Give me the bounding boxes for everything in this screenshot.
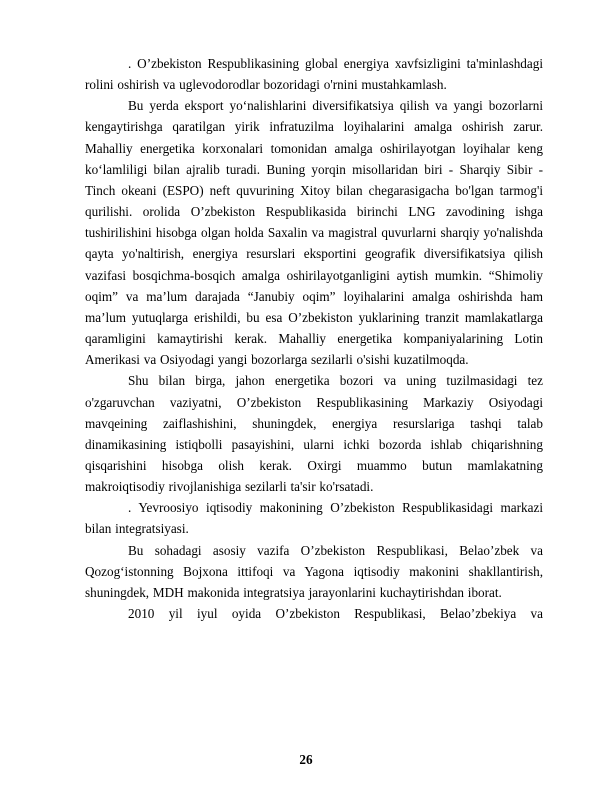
page-number: 26: [299, 752, 313, 767]
paragraph-2010-continuation: 2010 yil iyul oyida O’zbekiston Respublikasi, Belao’zbekiya va: [128, 606, 543, 622]
paragraph-customs-union: Bu sohadagi asosiy vazifa O’zbekiston Respublikasi, Belao’zbek va Qozog‘istonning Bojxona ittifoqi va Yagona iqtisodiy makonini shakllantirish, shuningdek, MDH makonida integratsiya jarayonlarini kuchaytirishdan iborat.: [85, 542, 543, 600]
paragraph-market-situation: Shu bilan birga, jahon energetika bozori va uning tuzilmasidagi tez o'zgaruvchan vaziyatni, O’zbekiston Respublikasining Markaziy Osiyodagi mavqeining zaiflashishini, shuningdek, energiya resurslariga tashqi talab dinamikasining istiqbolli pasayishini, ularni ichki bozorda ishlab chiqarishning qisqarishini hisobga olish kerak. Oxirgi muammo butun mamlakatning makroiqtisodiy rivojlanishiga sezilarli ta'sir ko'rsatadi.: [85, 373, 543, 495]
paragraph-export-diversification: Bu yerda eksport yo‘nalishlarini diversifikatsiya qilish va yangi bozorlarni kengaytirishga qaratilgan yirik infratuzilma loyihalarini amalga oshirish zarur. Mahalliy energetika korxonalari tomonidan amalga oshirilayotgan loyihalar keng ko‘lamliligi bilan ajralib turadi. Buning yorqin misollaridan biri - Sharqiy Sibir - Tinch okeani (ESPO) neft quvurining Xitoy bilan chegarasigacha bo'lgan tarmog'i qurilishi. orolida O’zbekiston Respublikasida birinchi LNG zavodining ishga tushirilishini hisobga olgan holda Saxalin va magistral quvurlarni sharqiy yo'nalishda qayta yo'naltirish, energiya resurslari eksportini geografik diversifikatsiya qilish vazifasi bosqichma-bosqich amalga oshirilayotganligini aytish mumkin. “Shimoliy oqim” va ma’lum darajada “Janubiy oqim” loyihalarini amalga oshirishda ham ma’lum yutuqlarga erishildi, bu esa O’zbekiston yuklarining tranzit mamlakatlarga qaramligini kamaytirishi kerak. Mahalliy energetika kompaniyalarining Lotin Amerikasi va Osiyodagi yangi bozorlarga sezilarli o'sishi kuzatilmoqda.: [85, 98, 543, 368]
paragraph-energy-security-heading: . O’zbekiston Respublikasining global energiya xavfsizligini ta'minlashdagi rolini oshirish va uglevodorodlar bozoridagi o'rnini mustahkamlash.: [85, 56, 543, 93]
body-text: [85, 53, 543, 624]
paragraph-eurasian-integration-heading: . Yevroosiyo iqtisodiy makonining O’zbekiston Respublikasidagi markazi bilan integratsiyasi.: [85, 500, 543, 537]
